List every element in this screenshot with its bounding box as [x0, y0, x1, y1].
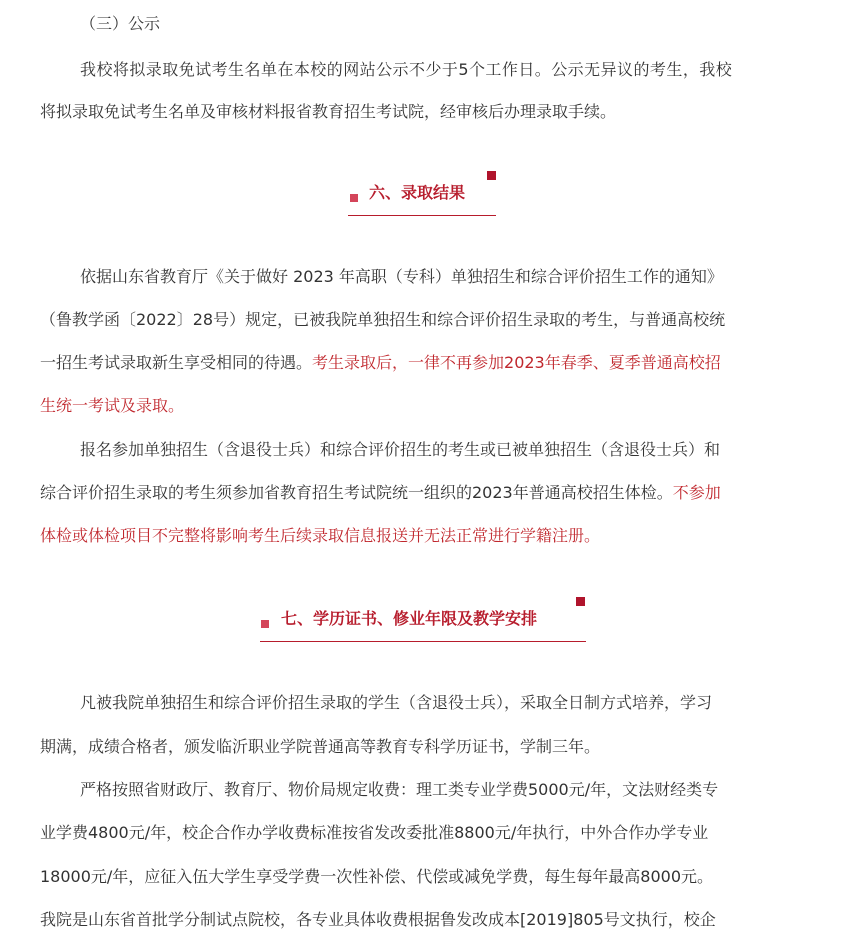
text-line: 依据山东省教育厅《关于做好 2023 年高职（专科）单独招生和综合评价招生工作的通知》	[80, 267, 723, 286]
text-line: 我校将拟录取免试考生名单在本校的网站公示不少于5个工作日。公示无异议的考生，我校	[80, 60, 733, 79]
text-line: 凡被我院单独招生和综合评价招生录取的学生（含退役士兵），采取全日制方式培养，学习	[80, 693, 713, 712]
text-line: 期满，成绩合格者，颁发临沂职业学院普通高等教育专科学历证书，学制三年。	[40, 737, 601, 756]
text-line	[40, 482, 721, 504]
text-line: 将拟录取免试考生名单及审核材料报省教育招生考试院，经审核后办理录取手续。	[40, 102, 617, 121]
text-line: 业学费4800元/年，校企合作办学收费标准按省发改委批准8800元/年执行，中外合作办学专业	[40, 823, 709, 842]
decor-square-big	[576, 597, 585, 606]
heading-underline	[260, 641, 586, 642]
heading-underline	[348, 215, 496, 216]
text-line: 严格按照省财政厅、教育厅、物价局规定收费：理工类专业学费5000元/年，文法财经类专	[80, 780, 719, 799]
text-line: 报名参加单独招生（含退役士兵）和综合评价招生的考生或已被单独招生（含退役士兵）和	[80, 440, 721, 459]
decor-square-small	[350, 194, 358, 202]
text-line: 18000元/年，应征入伍大学生享受学费一次性补偿、代偿或减免学费，每生每年最高8000元。	[40, 867, 714, 886]
text-highlight: 考生录取后，一律不再参加2023年春季、夏季普通高校招	[312, 353, 721, 372]
section-title: 六、录取结果	[369, 183, 466, 202]
decor-square-big	[487, 171, 496, 180]
section-heading-6	[348, 170, 496, 218]
sub-heading-gongshi: （三）公示	[80, 14, 161, 33]
text-line: 体检或体检项目不完整将影响考生后续录取信息报送并无法正常进行学籍注册。	[40, 526, 601, 545]
text-normal: 综合评价招生录取的考生须参加省教育招生考试院统一组织的2023年普通高校招生体检。	[40, 483, 673, 502]
text-highlight: 不参加	[672, 483, 721, 502]
text-line: 我院是山东省首批学分制试点院校，各专业具体收费根据鲁发改成本[2019]805号文执行，校企	[40, 910, 716, 929]
section-title: 七、学历证书、修业年限及教学安排	[281, 609, 538, 628]
decor-square-small	[261, 620, 269, 628]
text-normal: 一招生考试录取新生享受相同的待遇。	[40, 353, 313, 372]
text-line: 生统一考试及录取。	[40, 396, 185, 415]
text-line	[40, 352, 721, 374]
text-line: （鲁教学函〔2022〕28号）规定，已被我院单独招生和综合评价招生录取的考生，与普通高校统	[40, 310, 726, 329]
section-heading-7	[260, 596, 588, 644]
